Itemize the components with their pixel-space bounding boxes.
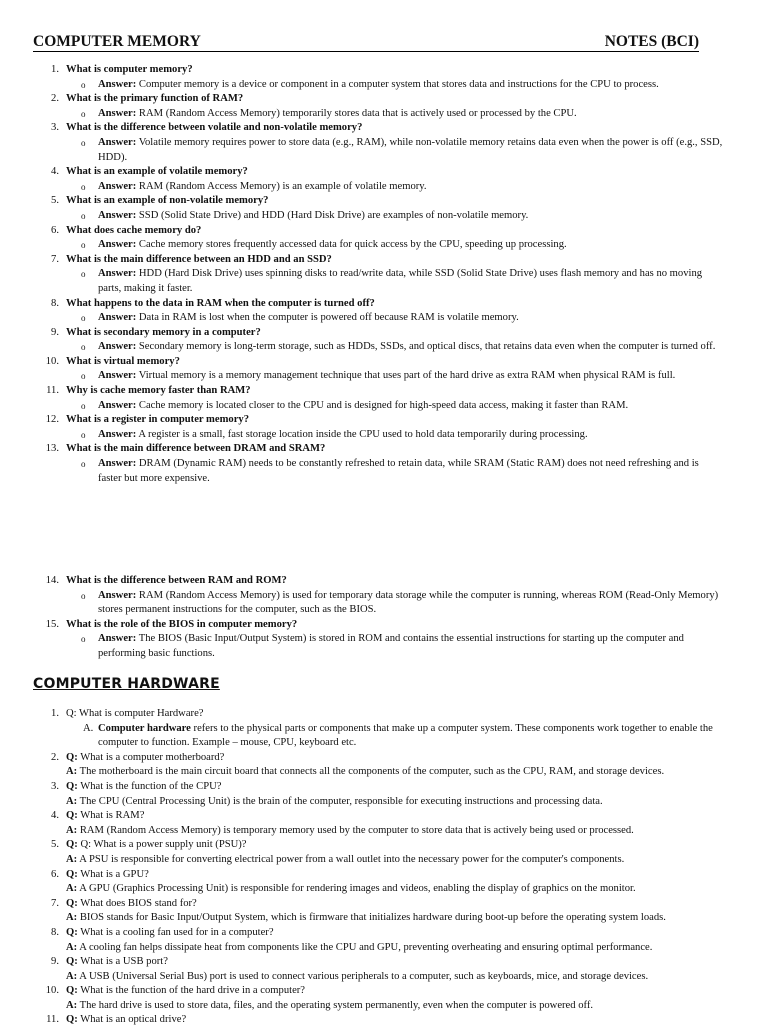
notes-label: NOTES (BCI) [604, 33, 699, 50]
answer-text: Cache memory is located closer to the CPU and is designed for high-speed data access, making it faster than RAM. [138, 399, 629, 411]
hardware-answer [0, 795, 768, 810]
bullet-icon: o [81, 240, 86, 251]
answer-label: Answer: [98, 312, 137, 324]
question-label: Q: [66, 956, 78, 968]
answer-text: Computer memory is a device or component in a computer system that stores data and instructions for the CPU to process. [138, 78, 659, 90]
hardware-question-1 [0, 707, 768, 722]
answer-text: A GPU (Graphics Processing Unit) is responsible for rendering images and videos, enabling the display of graphics on the monitor. [79, 883, 636, 895]
bullet-icon: o [81, 634, 86, 645]
bullet-icon: o [81, 210, 86, 221]
answer-label: A: [66, 766, 78, 778]
question-number: 6. [51, 224, 59, 236]
question-text: What is computer memory? [66, 64, 193, 75]
answer-label: A: [66, 999, 78, 1011]
memory-answer [0, 180, 768, 195]
answer-label: Answer: [98, 341, 137, 353]
memory-answer [0, 311, 768, 326]
bullet-icon: o [81, 181, 86, 192]
bullet-icon: o [81, 429, 86, 440]
question-label: Q: [66, 926, 78, 938]
hardware-question [0, 751, 768, 766]
hardware-question [0, 984, 768, 999]
hardware-answer [0, 882, 768, 897]
answer-label: Answer: [98, 136, 137, 148]
answer-text: The CPU (Central Processing Unit) is the brain of the computer, responsible for executing instructions and processing data. [79, 795, 603, 807]
hardware-section-title: COMPUTER HARDWARE [33, 676, 220, 692]
question-number: 15. [45, 618, 59, 630]
memory-answer [0, 632, 768, 661]
question-number: 9. [51, 956, 59, 968]
answer-text: A USB (Universal Serial Bus) port is used to connect various peripherals to a computer, such as keyboards, mice, and storage devices. [79, 970, 649, 982]
memory-answer [0, 589, 768, 618]
memory-answer [0, 209, 768, 224]
answer-text: A register is a small, fast storage location inside the CPU used to hold data temporarily during processing. [138, 428, 588, 440]
question-number: 2. [51, 93, 59, 105]
answer-label: Answer: [98, 209, 137, 221]
answer-label: Answer: [98, 180, 137, 192]
question-number: 1. [51, 64, 59, 75]
memory-qa-list [0, 63, 768, 486]
question-label: Q: [66, 839, 78, 851]
hardware-question [0, 780, 768, 795]
memory-answer [0, 107, 768, 122]
question-number: 11. [46, 385, 59, 397]
memory-question [0, 355, 768, 370]
answer-text: RAM (Random Access Memory) is used for temporary data storage while the computer is running, whereas ROM (Read-Only Memory) stores permanent instructions for the computer, such as the BIOS. [98, 589, 719, 616]
hardware-question [0, 955, 768, 970]
memory-answer [0, 428, 768, 443]
memory-answer [0, 340, 768, 355]
memory-question [0, 618, 768, 633]
memory-question [0, 165, 768, 180]
answer-text: A cooling fan helps dissipate heat from components like the CPU and GPU, preventing overheating and ensuring optimal performance. [79, 941, 653, 953]
answer-label: A: [66, 853, 78, 865]
hardware-qa-items [0, 751, 768, 1028]
memory-answer [0, 238, 768, 253]
question-text: Q: What is a power supply unit (PSU)? [80, 839, 247, 851]
question-label: Q: [66, 985, 78, 997]
memory-answer [0, 136, 768, 165]
answer-label: Answer: [98, 428, 137, 440]
memory-qa-list-continued [0, 574, 768, 662]
question-label: Q: [66, 751, 78, 763]
question-number: 11. [46, 1014, 59, 1026]
question-number: 9. [51, 326, 59, 338]
question-text: What is a USB port? [80, 956, 168, 968]
question-number: 10. [45, 985, 59, 997]
answer-label: Answer: [98, 268, 137, 280]
hardware-answer [0, 765, 768, 780]
answer-label: A: [66, 824, 78, 836]
answer-text: Secondary memory is long-term storage, such as HDDs, SSDs, and optical discs, that retains data even when the computer is turned off. [138, 341, 716, 353]
answer-label: A. [83, 722, 94, 734]
question-text: What is a computer motherboard? [80, 751, 225, 763]
question-number: 2. [51, 751, 59, 763]
memory-question [0, 121, 768, 136]
question-text: What is an example of volatile memory? [66, 166, 248, 178]
answer-text: A PSU is responsible for converting electrical power from a wall outlet into the necessary power for the computer's components. [79, 853, 625, 865]
bullet-icon: o [81, 313, 86, 324]
hardware-answer-1 [0, 722, 768, 751]
question-number: 12. [45, 414, 59, 426]
question-text: What is a register in computer memory? [66, 414, 250, 426]
question-number: 10. [45, 355, 59, 367]
question-text: What is an optical drive? [80, 1014, 187, 1026]
question-text: What is the main difference between DRAM and SRAM? [66, 443, 326, 455]
question-number: 7. [51, 253, 59, 265]
memory-question [0, 297, 768, 312]
question-text: What is the role of the BIOS in computer memory? [66, 618, 298, 630]
memory-question [0, 326, 768, 341]
memory-question [0, 384, 768, 399]
question-text: What is virtual memory? [66, 355, 180, 367]
answer-text: RAM (Random Access Memory) is temporary memory used by the computer to store data that is actively being used or processed. [79, 824, 634, 836]
question-number: 8. [51, 297, 59, 309]
question-text: What does BIOS stand for? [80, 897, 197, 909]
answer-label: A: [66, 912, 78, 924]
answer-text: BIOS stands for Basic Input/Output System, which is firmware that initializes hardware during boot-up before the operating system loads. [79, 912, 666, 924]
question-text: What is a cooling fan used for in a computer? [80, 926, 274, 938]
bullet-icon: o [81, 371, 86, 382]
hardware-answer [0, 941, 768, 956]
memory-question [0, 92, 768, 107]
question-text: What happens to the data in RAM when the computer is turned off? [66, 297, 375, 309]
answer-label: Answer: [98, 239, 137, 251]
bullet-icon: o [81, 459, 86, 470]
question-text: What does cache memory do? [66, 224, 202, 236]
question-label: Q: [66, 810, 78, 822]
answer-text: refers to the physical parts or components that make up a computer system. These components work together to enable the computer to function. Example – mouse, CPU, keyboard etc. [98, 722, 713, 749]
bullet-icon: o [81, 400, 86, 411]
question-label: Q: [66, 780, 78, 792]
question-number: 5. [51, 839, 59, 851]
question-text: What is the primary function of RAM? [66, 93, 244, 105]
answer-text: RAM (Random Access Memory) is an example of volatile memory. [138, 180, 427, 192]
page-title: COMPUTER MEMORY [33, 33, 201, 50]
answer-text: HDD (Hard Disk Drive) uses spinning disks to read/write data, while SSD (Solid State Drive) uses flash memory and has no moving parts, making it faster. [98, 268, 703, 294]
question-text: What is RAM? [80, 810, 145, 822]
answer-text: The hard drive is used to store data, files, and the operating system permanently, even when the computer is powered off. [79, 999, 594, 1011]
question-text: What is secondary memory in a computer? [66, 326, 261, 338]
bullet-icon: o [81, 342, 86, 353]
question-label: Q: [66, 897, 78, 909]
answer-label: Answer: [98, 78, 137, 90]
hardware-answer [0, 970, 768, 985]
bullet-icon: o [81, 79, 86, 90]
question-number: 14. [45, 575, 59, 586]
question-number: 8. [51, 926, 59, 938]
bullet-icon: o [81, 108, 86, 119]
answer-text: Volatile memory requires power to store data (e.g., RAM), while non-volatile memory retains data even when the power is off (e.g., SSD, HDD). [98, 136, 723, 163]
answer-label: A: [66, 795, 78, 807]
answer-label: A: [66, 970, 78, 982]
question-text: What is the difference between RAM and ROM? [66, 575, 287, 586]
question-text: What is the function of the CPU? [80, 780, 222, 792]
answer-text: Cache memory stores frequently accessed data for quick access by the CPU, speeding up processing. [138, 239, 567, 251]
bullet-icon: o [81, 269, 86, 280]
hardware-answer [0, 999, 768, 1014]
answer-label: Answer: [98, 370, 137, 382]
answer-label: Answer: [98, 107, 137, 119]
hardware-question [0, 897, 768, 912]
memory-question [0, 194, 768, 209]
memory-question [0, 253, 768, 268]
answer-text: Data in RAM is lost when the computer is powered off because RAM is volatile memory. [138, 312, 519, 324]
answer-label: Answer: [98, 633, 137, 645]
question-text: What is the main difference between an HDD and an SSD? [66, 253, 332, 265]
question-text: What is an example of non-volatile memory? [66, 195, 269, 207]
memory-answer [0, 369, 768, 384]
question-number: 5. [51, 195, 59, 207]
question-text: What is the difference between volatile and non-volatile memory? [66, 122, 363, 134]
question-number: 4. [51, 166, 59, 178]
answer-text: Virtual memory is a memory management technique that uses part of the hard drive as extra RAM when physical RAM is full. [138, 370, 676, 382]
question-text: What is the function of the hard drive in a computer? [80, 985, 305, 997]
answer-label: Answer: [98, 458, 137, 470]
hardware-question [0, 926, 768, 941]
hardware-answer [0, 853, 768, 868]
answer-text: DRAM (Dynamic RAM) needs to be constantly refreshed to retain data, while SRAM (Static RAM) does not need refreshing and is faster but more expensive. [98, 458, 699, 484]
hardware-question [0, 809, 768, 824]
question-text: What is a GPU? [80, 868, 149, 880]
bullet-icon: o [81, 137, 86, 148]
question-number: 4. [51, 810, 59, 822]
answer-label: A: [66, 941, 78, 953]
bullet-icon: o [81, 590, 86, 601]
question-number: 7. [51, 897, 59, 909]
question-text: Q: What is computer Hardware? [66, 708, 204, 719]
question-label: Q: [66, 868, 78, 880]
memory-question [0, 413, 768, 428]
memory-answer [0, 457, 768, 486]
answer-text: RAM (Random Access Memory) temporarily stores data that is actively used or processed by the CPU. [138, 107, 577, 119]
hardware-qa-list [0, 707, 768, 1028]
page-header [33, 33, 699, 52]
question-number: 6. [51, 868, 59, 880]
answer-label: Answer: [98, 399, 137, 411]
question-number: 1. [51, 708, 59, 719]
question-number: 3. [51, 780, 59, 792]
memory-answer [0, 78, 768, 93]
question-number: 3. [51, 122, 59, 134]
answer-text: SSD (Solid State Drive) and HDD (Hard Disk Drive) are examples of non-volatile memory. [138, 209, 529, 221]
question-text: Why is cache memory faster than RAM? [66, 385, 251, 397]
hardware-answer [0, 824, 768, 839]
memory-answer [0, 267, 768, 296]
answer-label: Answer: [98, 589, 137, 601]
answer-text: The motherboard is the main circuit board that connects all the components of the computer, such as the CPU, RAM, and storage devices. [79, 766, 665, 778]
question-number: 13. [45, 443, 59, 455]
memory-question [0, 224, 768, 239]
memory-question [0, 574, 768, 589]
memory-answer [0, 399, 768, 414]
hardware-answer [0, 911, 768, 926]
memory-question [0, 63, 768, 78]
answer-text: The BIOS (Basic Input/Output System) is stored in ROM and contains the essential instructions for starting up the computer and performing basic functions. [98, 633, 684, 659]
hardware-question [0, 838, 768, 853]
answer-term: Computer hardware [98, 722, 191, 734]
question-label: Q: [66, 1014, 78, 1026]
memory-question [0, 442, 768, 457]
hardware-question [0, 868, 768, 883]
answer-label: A: [66, 883, 78, 895]
hardware-question [0, 1013, 768, 1028]
